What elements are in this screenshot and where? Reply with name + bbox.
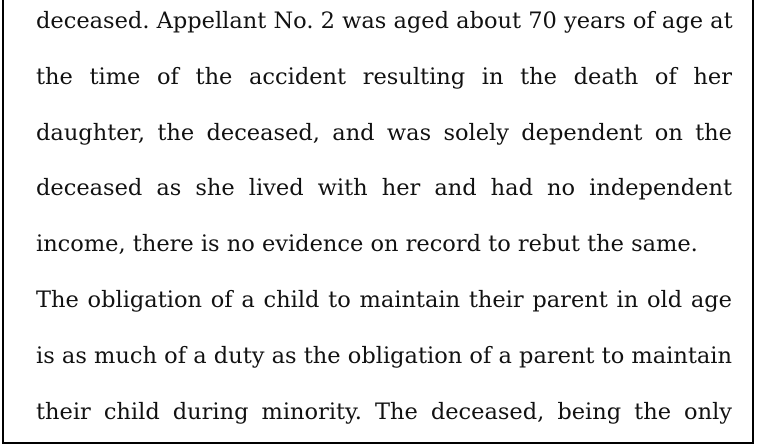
- text-line: the time of the accident resulting in the death of her: [36, 63, 732, 90]
- text-line: is as much of a duty as the obligation of a parent to maintain: [36, 342, 732, 369]
- text-line: The obligation of a child to maintain their parent in old age: [36, 286, 732, 313]
- text-line: deceased as she lived with her and had no independent: [36, 175, 732, 202]
- text-line: daughter, the deceased, and was solely dependent on the: [36, 119, 732, 146]
- paragraph-dependency: [36, 4, 732, 283]
- text-line: income, there is no evidence on record to rebut the same.: [36, 231, 698, 258]
- text-line: deceased. Appellant No. 2 was aged about 70 years of age at: [36, 8, 733, 34]
- document-body: [36, 4, 732, 444]
- document-page: [2, 0, 754, 444]
- text-line: their child during minority. The deceased, being the only: [36, 398, 732, 425]
- paragraph-obligation: [36, 283, 732, 444]
